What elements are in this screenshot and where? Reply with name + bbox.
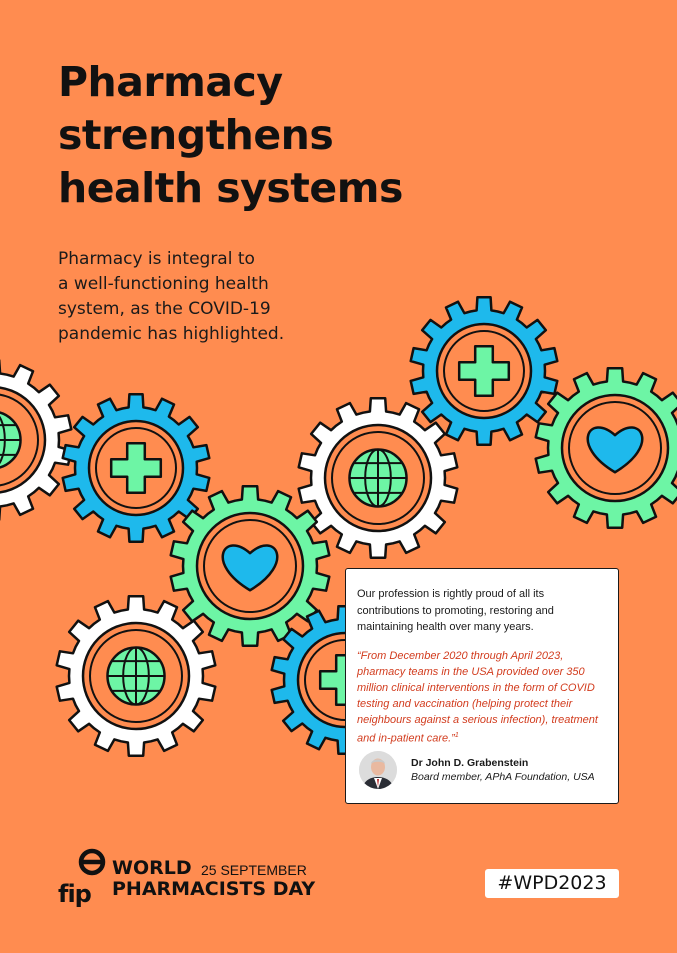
gear-blue (411, 297, 558, 444)
subtitle-line: Pharmacy is integral to (58, 249, 255, 269)
title-line: strengthens (58, 111, 334, 159)
gear-green (536, 368, 677, 527)
quote-author (359, 751, 595, 789)
quote-text (357, 648, 608, 747)
wpd-logo (56, 844, 346, 914)
gear-white (299, 398, 458, 557)
globe-icon (107, 647, 164, 704)
author-text (411, 756, 595, 784)
logo-line-1: WORLD (112, 857, 192, 879)
quote-body: “From December 2020 through April 2023, pharmacy teams in the USA provided over 350 million clinical interventions in the form of COVID testing and vaccination (helping protect their neighbours against a serious infection), treatment and in-patient care.” (357, 649, 598, 745)
avatar (359, 751, 397, 789)
logo-date: 25 SEPTEMBER (201, 862, 307, 878)
author-role: Board member, APhA Foundation, USA (411, 771, 595, 783)
subtitle-line: system, as the COVID-19 (58, 299, 271, 319)
globe-icon (349, 449, 406, 506)
subtitle-line: pandemic has highlighted. (58, 324, 285, 344)
hashtag-badge: #WPD2023 (485, 869, 619, 898)
author-name: Dr John D. Grabenstein (411, 757, 529, 769)
title-line: health systems (58, 164, 403, 212)
gear-white (0, 360, 71, 519)
quote-box (345, 568, 619, 804)
title-line: Pharmacy (58, 58, 283, 106)
logo-line-2: PHARMACISTS DAY (112, 878, 316, 900)
footnote-marker: 1 (454, 731, 459, 739)
subtitle-line: a well-functioning health (58, 274, 269, 294)
author-photo (359, 751, 397, 789)
quote-intro: Our profession is rightly proud of all its contributions to promoting, restoring and maintaining health over many years. (357, 588, 554, 633)
fip-wordmark: fip (58, 880, 91, 908)
